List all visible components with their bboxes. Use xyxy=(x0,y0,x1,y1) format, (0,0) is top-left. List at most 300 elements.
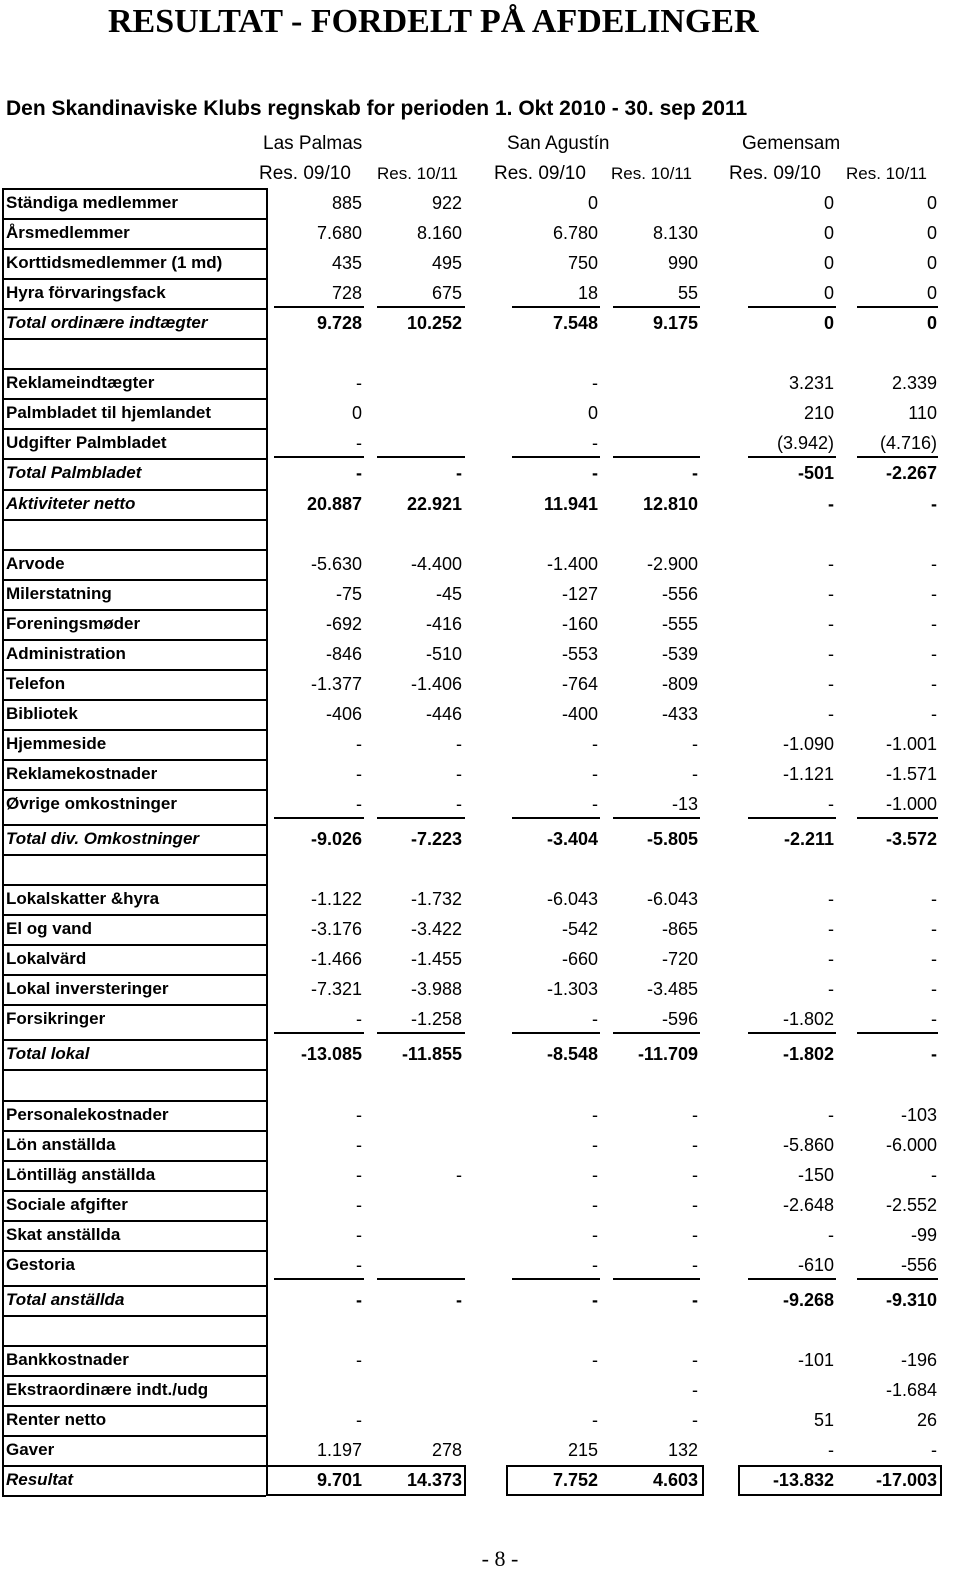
table-cell: -1.090 xyxy=(782,734,834,754)
label-column-border xyxy=(266,188,268,1495)
department-header-gemensam: Gemensam xyxy=(742,133,841,154)
row-label: Renter netto xyxy=(6,1410,107,1429)
table-cell: - xyxy=(356,1105,362,1125)
subtotal-underline xyxy=(613,1278,700,1280)
table-cell xyxy=(827,1070,937,1098)
table-cell: -2.267 xyxy=(885,463,937,483)
table-cell: -3.572 xyxy=(885,829,937,849)
table-cell: - xyxy=(931,674,937,694)
subtotal-underline xyxy=(857,1278,938,1280)
period-header: Res. 10/11 xyxy=(611,164,692,183)
table-cell xyxy=(724,855,834,883)
table-left-border xyxy=(2,188,4,1495)
table-cell xyxy=(352,1346,462,1374)
table-cell: - xyxy=(592,463,598,483)
table-cell: -596 xyxy=(661,1009,698,1029)
subtotal-underline xyxy=(748,306,836,308)
row-divider xyxy=(2,1435,266,1437)
row-label: El og vand xyxy=(6,919,92,938)
row-label: Arvode xyxy=(6,554,65,573)
row-label: Telefon xyxy=(6,674,66,693)
table-cell: -9.268 xyxy=(782,1290,834,1310)
table-cell: -809 xyxy=(661,674,698,694)
table-cell: 22.921 xyxy=(406,494,462,514)
table-cell: 10.252 xyxy=(406,313,462,333)
table-cell: - xyxy=(356,1009,362,1029)
subtotal-underline xyxy=(274,817,364,819)
table-cell: -1.732 xyxy=(410,889,462,909)
row-divider xyxy=(2,428,266,430)
table-cell: -160 xyxy=(561,614,598,634)
table-cell: (4.716) xyxy=(879,433,937,453)
table-cell xyxy=(588,855,698,883)
period-header: Res. 10/11 xyxy=(846,164,927,183)
table-cell: - xyxy=(828,554,834,574)
total-row-label: Aktiviteter netto xyxy=(6,494,136,513)
table-cell: 9.175 xyxy=(652,313,698,333)
row-divider xyxy=(2,944,266,946)
row-label: Foreningsmøder xyxy=(6,614,141,633)
table-cell: 3.231 xyxy=(788,373,834,393)
table-cell: 278 xyxy=(431,1440,462,1460)
table-cell: -1.466 xyxy=(310,949,362,969)
subtotal-underline xyxy=(857,306,938,308)
table-cell: - xyxy=(592,1009,598,1029)
table-cell: - xyxy=(592,433,598,453)
table-cell xyxy=(724,1376,834,1404)
table-cell: -555 xyxy=(661,614,698,634)
row-divider xyxy=(2,1160,266,1162)
table-cell: -13.832 xyxy=(772,1470,834,1490)
row-divider xyxy=(2,854,266,856)
row-label: Personalekostnader xyxy=(6,1105,169,1124)
table-cell: -196 xyxy=(900,1350,937,1370)
table-cell: - xyxy=(931,1009,937,1029)
table-cell xyxy=(352,1101,462,1129)
table-cell: - xyxy=(356,1290,362,1310)
table-cell: - xyxy=(456,734,462,754)
row-divider xyxy=(2,914,266,916)
row-divider xyxy=(2,639,266,641)
table-cell: - xyxy=(592,1290,598,1310)
subtotal-underline xyxy=(857,456,938,458)
row-label: Sociale afgifter xyxy=(6,1195,128,1214)
table-cell: 51 xyxy=(813,1410,834,1430)
table-cell: 728 xyxy=(331,283,362,303)
table-cell: - xyxy=(356,1135,362,1155)
table-cell xyxy=(352,855,462,883)
table-cell: - xyxy=(692,1255,698,1275)
table-cell: - xyxy=(692,1380,698,1400)
row-divider xyxy=(2,759,266,761)
table-cell: -5.860 xyxy=(782,1135,834,1155)
row-label: Hyra förvaringsfack xyxy=(6,283,166,302)
row-label: Löntilläg anställda xyxy=(6,1165,156,1184)
table-cell xyxy=(588,520,698,548)
table-cell: 8.130 xyxy=(652,223,698,243)
table-cell: - xyxy=(828,494,834,514)
table-cell: -1.001 xyxy=(885,734,937,754)
table-cell: - xyxy=(356,1165,362,1185)
row-divider xyxy=(2,1345,266,1347)
table-cell: - xyxy=(592,1165,598,1185)
table-cell: - xyxy=(828,584,834,604)
row-divider xyxy=(2,1100,266,1102)
table-cell: -556 xyxy=(900,1255,937,1275)
table-cell: 1.197 xyxy=(316,1440,362,1460)
table-cell: -13 xyxy=(671,794,698,814)
row-label: Hjemmeside xyxy=(6,734,107,753)
row-label: Korttidsmedlemmer (1 md) xyxy=(6,253,223,272)
row-divider xyxy=(2,1495,266,1497)
table-cell: -1.571 xyxy=(885,764,937,784)
table-cell xyxy=(724,520,834,548)
table-cell: -7.223 xyxy=(410,829,462,849)
table-cell: 0 xyxy=(926,223,937,243)
table-cell: -103 xyxy=(900,1105,937,1125)
table-cell xyxy=(352,1316,462,1344)
subtotal-underline xyxy=(274,1278,364,1280)
table-cell: 0 xyxy=(926,253,937,273)
table-cell: 0 xyxy=(823,313,834,333)
table-cell: -6.043 xyxy=(546,889,598,909)
table-cell: 132 xyxy=(667,1440,698,1460)
table-cell xyxy=(588,1070,698,1098)
table-cell: 9.701 xyxy=(316,1470,362,1490)
row-divider xyxy=(2,188,266,190)
table-cell: -2.900 xyxy=(646,554,698,574)
table-cell: - xyxy=(356,1255,362,1275)
subtotal-underline xyxy=(274,1032,364,1034)
row-label: Forsikringer xyxy=(6,1009,106,1028)
table-cell xyxy=(352,1251,462,1279)
row-divider xyxy=(2,308,266,310)
table-cell: - xyxy=(931,614,937,634)
subtotal-underline xyxy=(613,1032,700,1034)
table-cell: - xyxy=(692,1195,698,1215)
row-label: Øvrige omkostninger xyxy=(6,794,177,813)
table-cell: - xyxy=(592,373,598,393)
table-cell: - xyxy=(692,1135,698,1155)
row-label: Reklameindtægter xyxy=(6,373,155,392)
table-cell: - xyxy=(692,1105,698,1125)
period-header: Res. 10/11 xyxy=(377,164,458,183)
table-cell: -510 xyxy=(425,644,462,664)
table-cell: -865 xyxy=(661,919,698,939)
table-cell xyxy=(352,399,462,427)
table-cell: 0 xyxy=(823,253,834,273)
subtotal-underline xyxy=(748,817,836,819)
row-divider xyxy=(2,1004,266,1006)
table-cell xyxy=(827,1316,937,1344)
table-cell: 750 xyxy=(567,253,598,273)
table-cell: - xyxy=(692,1225,698,1245)
table-cell xyxy=(588,369,698,397)
total-row-label: Total ordinære indtægter xyxy=(6,313,208,332)
row-divider xyxy=(2,669,266,671)
table-cell: -1.684 xyxy=(885,1380,937,1400)
table-cell: -553 xyxy=(561,644,598,664)
table-cell: 7.548 xyxy=(552,313,598,333)
table-cell: - xyxy=(692,1290,698,1310)
table-cell: - xyxy=(592,1350,598,1370)
table-cell: -5.630 xyxy=(310,554,362,574)
table-cell: - xyxy=(931,1044,937,1064)
table-cell: -101 xyxy=(797,1350,834,1370)
table-cell: -2.211 xyxy=(783,829,834,849)
table-cell: - xyxy=(692,463,698,483)
table-cell: -1.455 xyxy=(410,949,462,969)
row-label: Milerstatning xyxy=(6,584,112,603)
table-cell xyxy=(588,429,698,457)
table-cell: 0 xyxy=(823,283,834,303)
table-cell: -13.085 xyxy=(300,1044,362,1064)
table-cell: -2.552 xyxy=(885,1195,937,1215)
table-cell xyxy=(352,520,462,548)
table-cell: - xyxy=(356,734,362,754)
table-cell: 4.603 xyxy=(652,1470,698,1490)
table-cell: -556 xyxy=(661,584,698,604)
table-cell: - xyxy=(828,794,834,814)
row-divider xyxy=(2,824,266,826)
table-cell: 6.780 xyxy=(552,223,598,243)
row-divider xyxy=(2,519,266,521)
row-divider xyxy=(2,1375,266,1377)
table-cell: 12.810 xyxy=(642,494,698,514)
table-cell: - xyxy=(828,644,834,664)
table-cell: 8.160 xyxy=(416,223,462,243)
period-header: Res. 09/10 xyxy=(729,163,821,184)
table-cell: - xyxy=(592,1105,598,1125)
table-cell xyxy=(252,339,362,367)
page-number: - 8 - xyxy=(481,1546,519,1571)
row-label: Palmbladet til hjemlandet xyxy=(6,403,211,422)
table-cell: -1.303 xyxy=(546,979,598,999)
table-cell: - xyxy=(356,794,362,814)
row-divider xyxy=(2,579,266,581)
table-cell: -11.709 xyxy=(637,1044,698,1064)
subtotal-underline xyxy=(274,456,364,458)
table-cell: - xyxy=(692,1165,698,1185)
row-divider xyxy=(2,974,266,976)
table-cell: -1.400 xyxy=(546,554,598,574)
table-cell: 0 xyxy=(587,403,598,423)
table-cell: - xyxy=(592,1135,598,1155)
subtotal-underline xyxy=(857,817,938,819)
table-cell: -11.855 xyxy=(401,1044,462,1064)
row-divider xyxy=(2,1220,266,1222)
table-cell: 7.752 xyxy=(552,1470,598,1490)
row-divider xyxy=(2,1130,266,1132)
department-header-san-agustin: San Agustín xyxy=(507,133,610,154)
table-cell: 2.339 xyxy=(891,373,937,393)
table-cell: - xyxy=(592,1410,598,1430)
row-divider xyxy=(2,278,266,280)
subtotal-underline xyxy=(274,306,364,308)
page-title: RESULTAT - FORDELT PÅ AFDELINGER xyxy=(108,3,759,40)
row-label: Årsmedlemmer xyxy=(6,223,130,242)
table-cell: - xyxy=(356,1195,362,1215)
row-label: Ständiga medlemmer xyxy=(6,193,178,212)
subtotal-underline xyxy=(512,306,600,308)
subtotal-underline xyxy=(512,817,600,819)
table-cell: 0 xyxy=(823,193,834,213)
table-cell: - xyxy=(592,1255,598,1275)
table-cell: -75 xyxy=(335,584,362,604)
row-label: Bankkostnader xyxy=(6,1350,129,1369)
total-row-label: Total Palmbladet xyxy=(6,463,142,482)
row-divider xyxy=(2,398,266,400)
subtotal-underline xyxy=(377,306,465,308)
table-cell: - xyxy=(828,614,834,634)
subtotal-underline xyxy=(613,817,700,819)
row-label: Administration xyxy=(6,644,126,663)
table-cell: - xyxy=(592,764,598,784)
table-cell: 11.941 xyxy=(543,494,598,514)
subtotal-underline xyxy=(748,456,836,458)
table-cell: -3.485 xyxy=(646,979,698,999)
table-cell xyxy=(488,1070,598,1098)
total-row-label: Total div. Omkostninger xyxy=(6,829,200,848)
result-box xyxy=(266,1465,466,1496)
table-cell xyxy=(352,1191,462,1219)
table-cell: -692 xyxy=(325,614,362,634)
table-cell: 18 xyxy=(577,283,598,303)
table-cell: -1.406 xyxy=(410,674,462,694)
table-cell: - xyxy=(356,1225,362,1245)
table-cell xyxy=(352,339,462,367)
table-cell: -7.321 xyxy=(310,979,362,999)
table-cell xyxy=(827,339,937,367)
total-row-label: Resultat xyxy=(6,1470,74,1489)
period-header: Res. 09/10 xyxy=(259,163,351,184)
table-cell: -5.805 xyxy=(646,829,698,849)
row-divider xyxy=(2,884,266,886)
row-divider xyxy=(2,1190,266,1192)
table-cell: 110 xyxy=(908,403,937,423)
table-cell: - xyxy=(828,919,834,939)
row-label: Gestoria xyxy=(6,1255,75,1274)
table-cell xyxy=(352,1070,462,1098)
table-cell xyxy=(827,520,937,548)
table-cell xyxy=(488,339,598,367)
table-cell xyxy=(488,1376,598,1404)
table-cell: - xyxy=(828,704,834,724)
row-divider xyxy=(2,1039,266,1041)
table-cell: - xyxy=(931,1165,937,1185)
table-cell: - xyxy=(356,1350,362,1370)
table-cell xyxy=(588,189,698,217)
table-cell xyxy=(827,855,937,883)
subtotal-underline xyxy=(512,456,600,458)
table-cell: -720 xyxy=(661,949,698,969)
table-cell xyxy=(252,520,362,548)
table-cell: -150 xyxy=(797,1165,834,1185)
row-divider xyxy=(2,1465,266,1467)
table-cell: -1.377 xyxy=(310,674,362,694)
table-cell: - xyxy=(931,644,937,664)
table-cell xyxy=(488,855,598,883)
table-cell: - xyxy=(931,494,937,514)
table-cell: -9.026 xyxy=(310,829,362,849)
table-cell xyxy=(352,369,462,397)
table-cell: - xyxy=(828,949,834,969)
table-cell: - xyxy=(456,794,462,814)
table-cell xyxy=(488,1316,598,1344)
row-divider xyxy=(2,248,266,250)
table-cell: - xyxy=(692,764,698,784)
table-cell: -8.548 xyxy=(546,1044,598,1064)
table-cell: - xyxy=(692,1410,698,1430)
table-cell: - xyxy=(828,1440,834,1460)
table-cell: 7.680 xyxy=(316,223,362,243)
row-label: Lokalvärd xyxy=(6,949,87,968)
row-divider xyxy=(2,1315,266,1317)
total-row-label: Total lokal xyxy=(6,1044,90,1063)
subtotal-underline xyxy=(857,1032,938,1034)
table-cell: 20.887 xyxy=(306,494,362,514)
table-cell xyxy=(724,339,834,367)
row-divider xyxy=(2,1069,266,1071)
report-subtitle: Den Skandinaviske Klubs regnskab for perioden 1. Okt 2010 - 30. sep 2011 xyxy=(6,97,748,120)
table-cell: 26 xyxy=(916,1410,937,1430)
table-cell: -416 xyxy=(425,614,462,634)
row-label: Lön anställda xyxy=(6,1135,116,1154)
table-cell: -406 xyxy=(325,704,362,724)
table-cell xyxy=(588,399,698,427)
table-cell: - xyxy=(356,463,362,483)
row-label: Skat anställda xyxy=(6,1225,121,1244)
table-cell xyxy=(352,1406,462,1434)
table-cell: (3.942) xyxy=(776,433,834,453)
row-label: Lokalskatter &hyra xyxy=(6,889,160,908)
table-cell xyxy=(488,520,598,548)
total-row-label: Total anställda xyxy=(6,1290,125,1309)
row-divider xyxy=(2,218,266,220)
result-box xyxy=(506,1465,704,1496)
table-cell: -539 xyxy=(661,644,698,664)
subtotal-underline xyxy=(613,306,700,308)
subtotal-underline xyxy=(377,1278,465,1280)
table-cell: 0 xyxy=(926,313,937,333)
table-cell xyxy=(252,1376,362,1404)
table-cell: - xyxy=(456,463,462,483)
row-divider xyxy=(2,729,266,731)
row-divider xyxy=(2,699,266,701)
row-label: Ekstraordinære indt./udg xyxy=(6,1380,209,1399)
table-cell xyxy=(588,339,698,367)
table-cell: 0 xyxy=(351,403,362,423)
table-cell: - xyxy=(931,1440,937,1460)
table-cell: 495 xyxy=(431,253,462,273)
table-cell xyxy=(252,855,362,883)
department-header-las-palmas: Las Palmas xyxy=(263,133,363,154)
table-cell: - xyxy=(456,1165,462,1185)
table-cell: -9.310 xyxy=(885,1290,937,1310)
table-cell: - xyxy=(456,1290,462,1310)
row-label: Gaver xyxy=(6,1440,55,1459)
table-cell: 0 xyxy=(587,193,598,213)
table-cell: -3.176 xyxy=(310,919,362,939)
table-cell: - xyxy=(692,734,698,754)
table-cell xyxy=(352,1131,462,1159)
table-cell: 675 xyxy=(431,283,462,303)
row-label: Lokal inversteringer xyxy=(6,979,169,998)
table-cell: - xyxy=(931,949,937,969)
table-cell: - xyxy=(356,373,362,393)
table-cell: - xyxy=(592,794,598,814)
period-header: Res. 09/10 xyxy=(494,163,586,184)
